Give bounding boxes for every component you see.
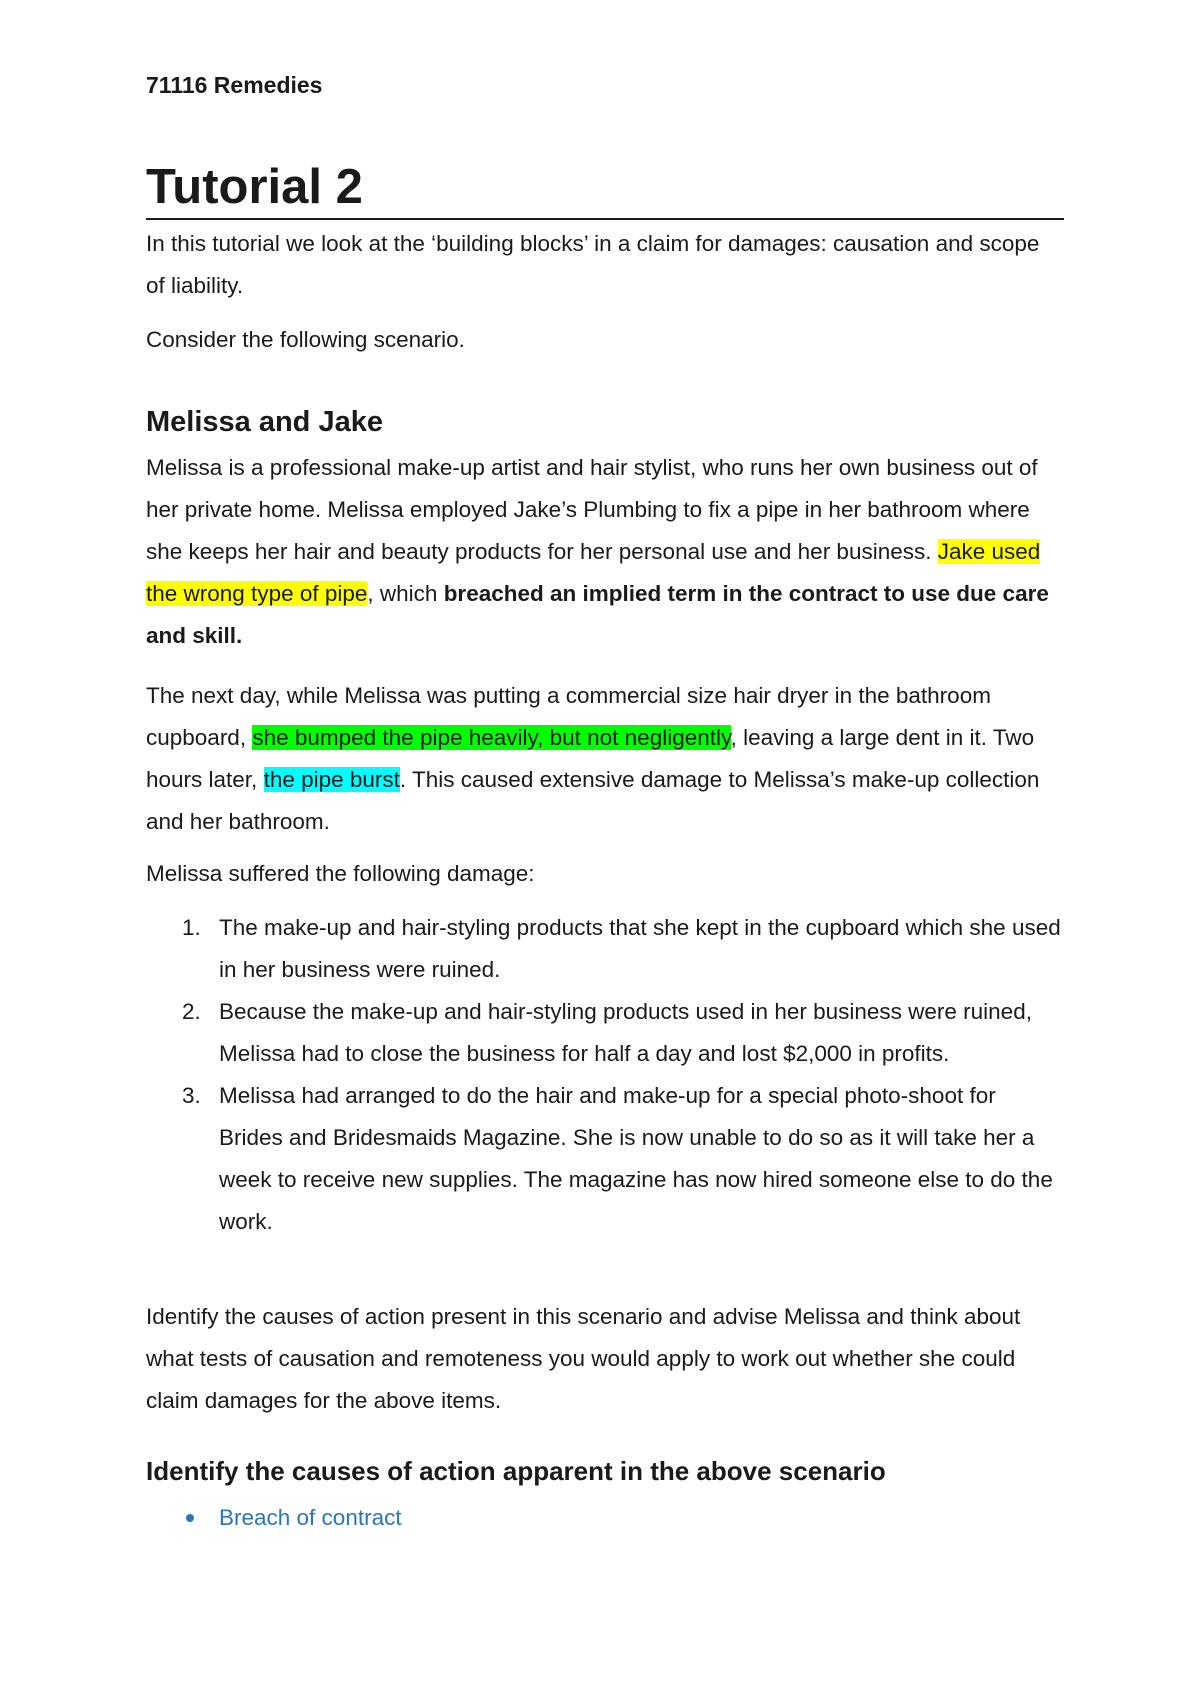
scenario-paragraph-1 xyxy=(146,447,1064,657)
bold-implied-term: breached an implied term in the contract to use due care and skill. xyxy=(146,581,1049,648)
list-item-text: The make-up and hair-styling products that she kept in the cupboard which she used in her business were ruined. xyxy=(219,915,1061,982)
consider-paragraph: Consider the following scenario. xyxy=(146,327,465,352)
causes-of-action-heading: Identify the causes of action apparent in the above scenario xyxy=(146,1456,886,1486)
list-item-text: Melissa had arranged to do the hair and make-up for a special photo-shoot for Brides and Bridesmaids Magazine. She is now unable to do so as it will take her a week to receive new supplies. The magazine has now hired someone else to do the work. xyxy=(219,1083,1053,1234)
para2-text-2: , leaving a large dent in it. Two hours later, xyxy=(146,725,1035,792)
para2-text-3: . This caused extensive damage to Melissa’s make-up collection and her bathroom. xyxy=(146,767,1040,834)
list-item-text: Because the make-up and hair-styling products used in her business were ruined, Melissa had to close the business for half a day and lost $2,000 in profits. xyxy=(219,999,1032,1066)
page-title: Tutorial 2 xyxy=(146,158,1064,220)
highlight-cyan: the pipe burst xyxy=(263,767,400,792)
task-paragraph: Identify the causes of action present in this scenario and advise Melissa and think about what tests of causation and remoteness you would apply to work out whether she could claim damages for the above items. xyxy=(146,1304,1021,1413)
course-code-header: 71116 Remedies xyxy=(146,72,323,98)
scenario-heading: Melissa and Jake xyxy=(146,406,383,438)
causes-list xyxy=(146,1497,402,1539)
list-item xyxy=(146,907,1064,991)
highlight-green: she bumped the pipe heavily, but not negligently xyxy=(252,725,731,750)
list-item[interactable] xyxy=(146,1497,402,1539)
list-item xyxy=(146,991,1064,1075)
cause-link-breach-of-contract[interactable]: Breach of contract xyxy=(219,1505,402,1530)
para1-text-2: , which xyxy=(367,581,444,606)
damage-intro-paragraph: Melissa suffered the following damage: xyxy=(146,861,535,886)
list-number: 2. xyxy=(182,999,201,1024)
para1-text: Melissa is a professional make-up artist and hair stylist, who runs her own business out of her private home. Melissa employed Jake’s Plumbing to fix a pipe in her bathroom where she keeps her hair and beauty products for her personal use and her business. xyxy=(146,455,1038,564)
highlight-yellow: Jake used the wrong type of pipe xyxy=(146,539,1041,606)
list-number: 1. xyxy=(182,915,201,940)
para2-text: The next day, while Melissa was putting a commercial size hair dryer in the bathroom cupboard, xyxy=(146,683,991,750)
list-item xyxy=(146,1075,1064,1243)
list-number: 3. xyxy=(182,1083,201,1108)
intro-paragraph: In this tutorial we look at the ‘building blocks’ in a claim for damages: causation and scope of liability. xyxy=(146,231,1040,298)
damage-list xyxy=(146,907,1064,1243)
scenario-paragraph-2 xyxy=(146,675,1064,843)
bullet-icon xyxy=(186,1514,194,1522)
